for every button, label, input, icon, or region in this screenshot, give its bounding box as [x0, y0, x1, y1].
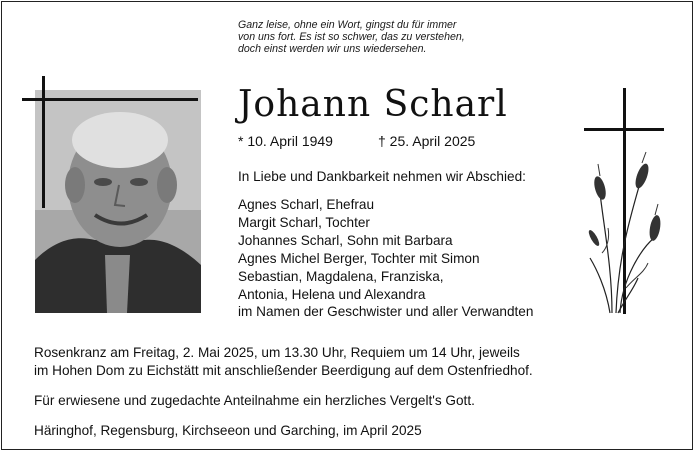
farewell-intro: In Liebe und Dankbarkeit nehmen wir Abschied: [238, 169, 526, 184]
service-line: Rosenkranz am Freitag, 2. Mai 2025, um 13.30 Uhr, Requiem um 14 Uhr, jeweils [34, 345, 520, 360]
poem-line: doch einst werden wir uns wiedersehen. [238, 43, 427, 56]
wheat-cross-icon [582, 88, 672, 318]
service-line: im Hohen Dom zu Eichstätt mit anschließender Beerdigung auf dem Ostenfriedhof. [34, 363, 533, 379]
mourner-line: Antonia, Helena und Alexandra [238, 286, 426, 302]
service-info [34, 344, 533, 380]
mourner-line: Agnes Michel Berger, Tochter mit Simon [238, 250, 480, 266]
birth-date: * 10. April 1949 [238, 133, 333, 149]
death-date: † 25. April 2025 [378, 133, 476, 149]
mourner-line: Margit Scharl, Tochter [238, 214, 370, 230]
mourner-line: im Namen der Geschwister und aller Verwandten [238, 304, 534, 320]
place-date: Häringhof, Regensburg, Kirchseeon und Garching, im April 2025 [34, 423, 422, 438]
life-dates [238, 133, 476, 149]
portrait-with-cross [22, 76, 204, 316]
poem-line: Ganz leise, ohne ein Wort, gingst du für immer [238, 19, 457, 31]
mourner-line: Sebastian, Magdalena, Franziska, [238, 268, 444, 284]
cross-bar [22, 98, 198, 101]
mourners-list [238, 196, 533, 321]
poem [238, 19, 538, 56]
mourner-line: Agnes Scharl, Ehefrau [238, 197, 375, 212]
portrait-image [35, 90, 201, 313]
portrait-photo [35, 90, 201, 313]
thanks-text: Für erwiesene und zugedachte Anteilnahme ein herzliches Vergelt's Gott. [34, 393, 475, 408]
mourner-line: Johannes Scharl, Sohn mit Barbara [238, 232, 453, 248]
poem-line: von uns fort. Es ist so schwer, das zu verstehen, [238, 31, 465, 44]
cross-icon [42, 76, 45, 208]
deceased-name: Johann Scharl [238, 84, 508, 125]
